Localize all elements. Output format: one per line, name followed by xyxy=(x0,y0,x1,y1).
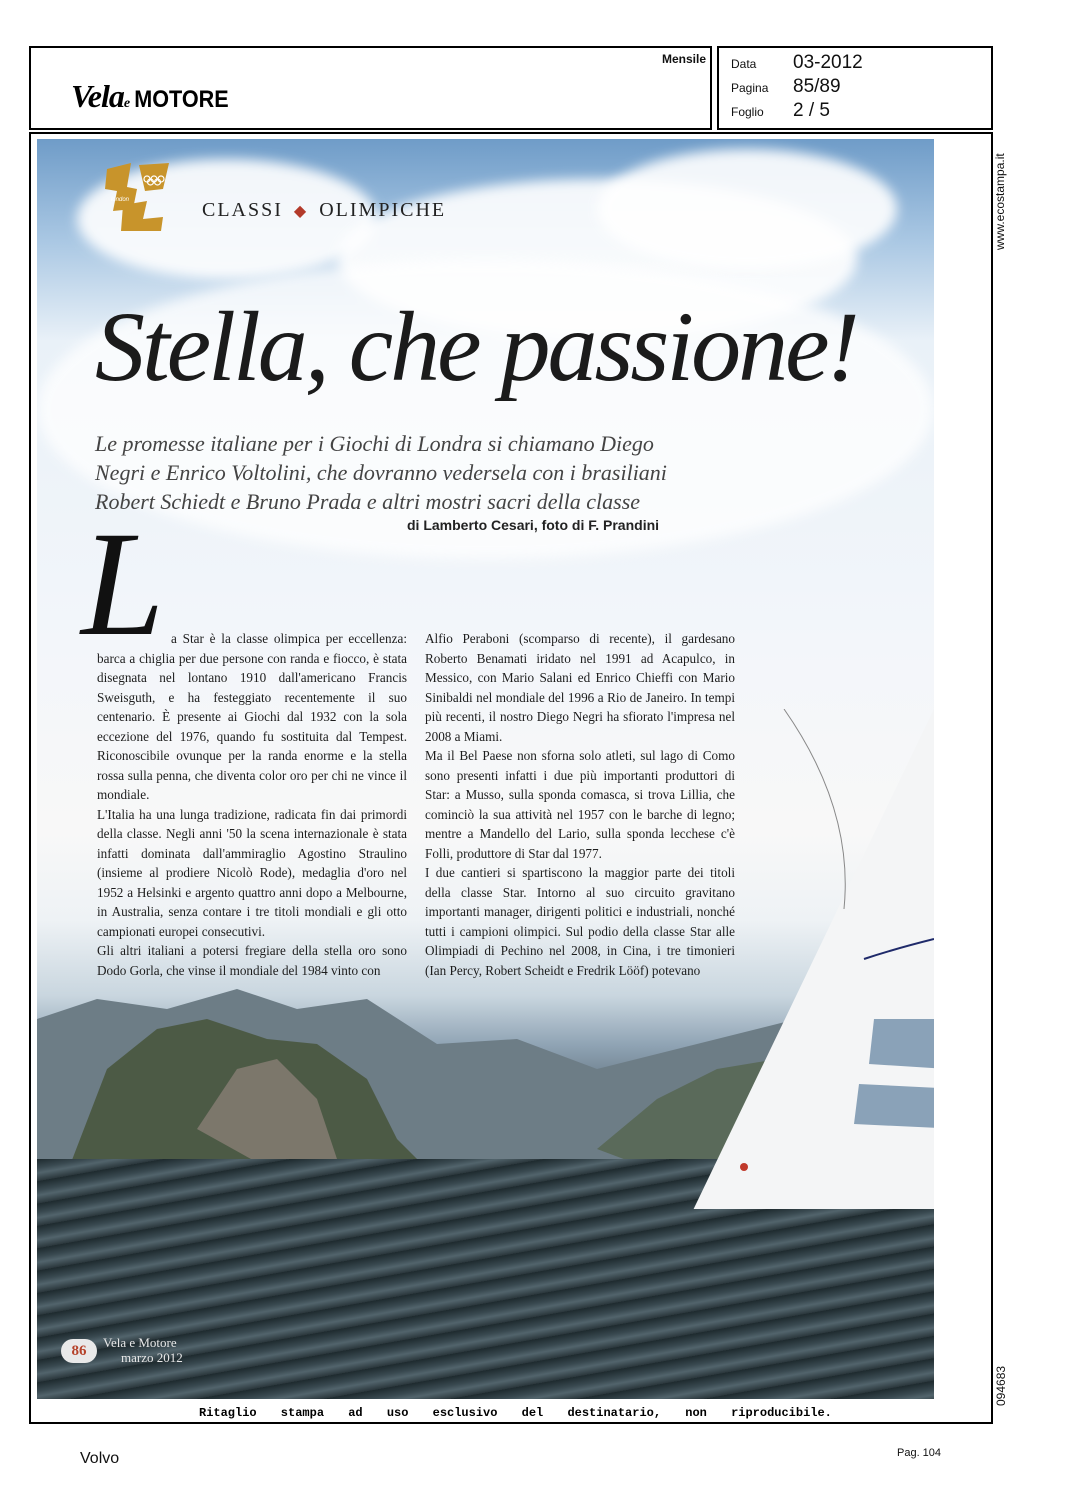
copyright-notice: Ritaglio stampa ad uso esclusivo del destinatario, non riproducibile. xyxy=(199,1406,832,1420)
paragraph: Gli altri italiani a potersi fregiare della stella oro sono Dodo Gorla, che vinse il mondiale del 1984 vinto con xyxy=(97,943,407,978)
drop-cap: L xyxy=(81,501,165,667)
meta-value: 2 / 5 xyxy=(793,100,830,121)
footer-issue-date: marzo 2012 xyxy=(121,1350,183,1365)
meta-row-sheet xyxy=(731,100,830,122)
side-url-text: www.ecostampa.it xyxy=(993,153,1007,250)
magazine-footer xyxy=(103,1335,183,1365)
section-label xyxy=(202,199,446,222)
paragraph: Ma il Bel Paese non sforna solo atleti, sul lago di Como sono presenti infatti i due più importanti produttori di Star: a Musso, sulla sponda comasca, si trova Lillia, che cominciò la sua attività nel 1957 con le barche di legno; mentre a Mandello del Lario, sulla sponda lecchese c'è Folli, produttore di Star dal 1977. xyxy=(425,748,735,861)
section-label-right: OLIMPICHE xyxy=(319,199,447,221)
article-column-1 xyxy=(97,629,407,980)
subtitle-line: Robert Schiedt e Bruno Prada e altri mostri sacri della classe xyxy=(95,489,641,514)
paragraph: L'Italia ha una lunga tradizione, radicata fin dai primordi della classe. Negli anni '50 la scena internazionale è stata infatti dominata dall'ammiraglio Agostino Straulino (insieme al prodiere Nicolò Rode), medaglia d'oro nel 1952 a Helsinki e argento quattro anni dopo a Melbourne, in Australia, senza contare i tre titoli mondiali e gli otto campionati europei consecutivi. xyxy=(97,806,407,939)
meta-value: 85/89 xyxy=(793,76,841,97)
header-meta-box xyxy=(717,46,993,130)
paragraph: Alfio Peraboni (scomparso di recente), il gardesano Roberto Benamati iridato nel 1991 ad Acapulco, in Messico, con Mario Salani ed Enrico Chieffi con Mario Sinibaldi nel mondiale del 1996 a Rio de Janeiro. In tempi più recenti, il nostro Diego Negri ha sfiorato l'impresa nel 2008 a Miami. xyxy=(425,631,735,744)
header-left-box xyxy=(29,46,712,130)
page-counter: Pag. 104 xyxy=(897,1447,942,1459)
client-name: Volvo xyxy=(80,1450,120,1467)
side-code-text: 094683 xyxy=(994,1365,1008,1406)
london-2012-logo xyxy=(103,161,173,233)
meta-label: Foglio xyxy=(731,105,764,119)
subtitle-line: Le promesse italiane per i Giochi di Londra si chiamano Diego xyxy=(95,431,654,456)
meta-label: Pagina xyxy=(731,81,769,95)
paragraph: a Star è la classe olimpica per eccellenza: barca a chiglia per due persone con randa e fiocco, è stata disegnata nel lontano 1910 dall'americano Francis Sweisguth, e ha festeggiato recentemente il suo centenario. È presente ai Giochi dal 1932 con la sola eccezione del 1976, quando fu sostituita dal Tempest. Riconoscibile ovunque per la randa enorme e la stella rossa sulla penna, che diventa color oro per chi ne vince il mondiale. xyxy=(97,631,407,802)
meta-value: 03-2012 xyxy=(793,52,863,73)
article-title: Stella, che passione! xyxy=(95,291,857,402)
logo-vela-text: Vela xyxy=(71,78,124,114)
section-label-left: CLASSI xyxy=(202,199,283,221)
page-number-badge: 86 xyxy=(61,1339,97,1363)
paragraph: I due cantieri si spartiscono la maggior parte dei titoli della classe Star. Intorno al suo circuito gravitano importanti manager, dirigenti politici e industriali, nonché tutti i campioni olimpici. Sul podio della classe Star alle Olimpiadi di Pechino nel 2008, in Cina, i tre timonieri (Ian Percy, Robert Scheidt e Fredrik Lööf) potevano xyxy=(425,865,735,978)
footer-magazine-name: Vela e Motore xyxy=(103,1335,177,1350)
vela-motore-logo xyxy=(71,78,234,115)
magazine-page xyxy=(37,139,934,1399)
byline: di Lamberto Cesari, foto di F. Prandini xyxy=(407,517,660,533)
side-url xyxy=(990,150,1010,250)
meta-row-date xyxy=(731,52,863,74)
periodicity-label: Mensile xyxy=(661,52,706,66)
logo-e-text: e xyxy=(123,96,130,111)
london-logo-text: london xyxy=(111,197,130,203)
meta-row-page xyxy=(731,76,841,98)
article-subtitle xyxy=(95,429,715,516)
article-column-2 xyxy=(425,629,735,980)
diamond-icon: ◆ xyxy=(293,203,309,220)
meta-label: Data xyxy=(731,57,757,71)
logo-motore-text: MOTORE xyxy=(134,86,229,113)
subtitle-line: Negri e Enrico Voltolini, che dovranno vedersela con i brasiliani xyxy=(95,460,667,485)
side-code xyxy=(990,1350,1010,1410)
